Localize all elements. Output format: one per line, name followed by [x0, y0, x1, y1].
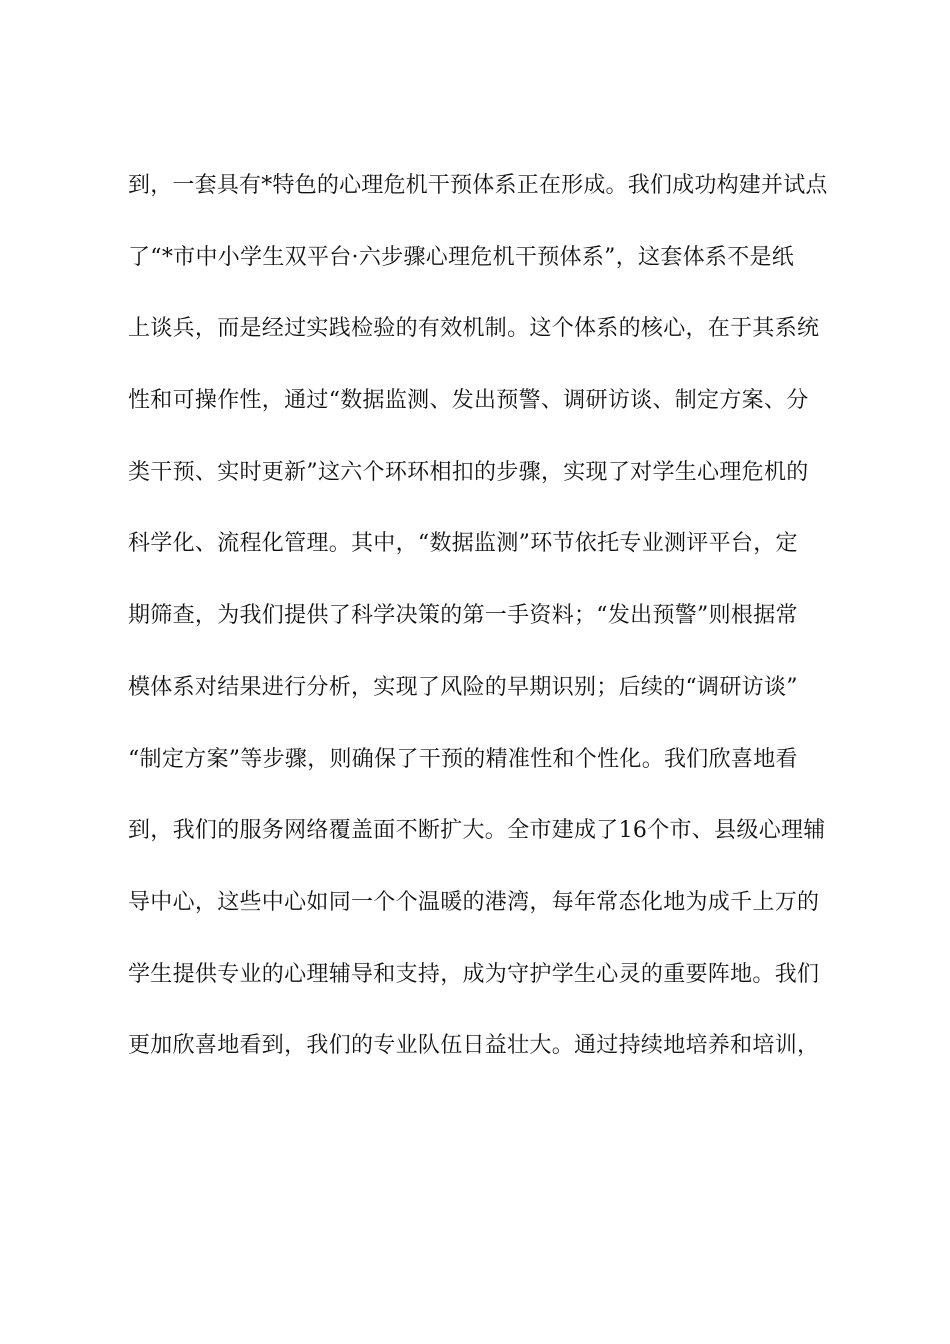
text-line: 到，一套具有*特色的心理危机干预体系正在形成。我们成功构建并试点: [128, 173, 828, 198]
text-line: 学生提供专业的心理辅导和支持，成为守护学生心灵的重要阵地。我们: [128, 961, 820, 987]
text-line: 性和可操作性，通过“数据监测、发出预警、调研访谈、制定方案、分: [128, 388, 809, 414]
text-line: 科学化、流程化管理。其中，“数据监测”环节依托专业测评平台，定: [128, 531, 798, 557]
text-line: 期筛查，为我们提供了科学决策的第一手资料；“发出预警”则根据常: [128, 603, 798, 629]
text-line: 更加欣喜地看到，我们的专业队伍日益壮大。通过持续地培养和培训，: [128, 1033, 820, 1059]
text-line: 上谈兵，而是经过实践检验的有效机制。这个体系的核心，在于其系统: [128, 316, 820, 342]
text-line: 类干预、实时更新”这六个环环相扣的步骤，实现了对学生心理危机的: [128, 459, 809, 485]
text-line: 导中心，这些中心如同一个个温暖的港湾，每年常态化地为成千上万的: [128, 889, 820, 915]
text-line: 模体系对结果进行分析，实现了风险的早期识别；后续的“调研访谈”: [128, 674, 798, 700]
text-line: 了“*市中小学生双平台·六步骤心理危机干预体系”，这套体系不是纸: [128, 244, 795, 270]
text-line: 到，我们的服务网络覆盖面不断扩大。全市建成了16个市、县级心理辅: [128, 818, 826, 844]
text-line: “制定方案”等步骤，则确保了干预的精准性和个性化。我们欣喜地看: [128, 746, 798, 772]
body-paragraph: [128, 166, 828, 1098]
